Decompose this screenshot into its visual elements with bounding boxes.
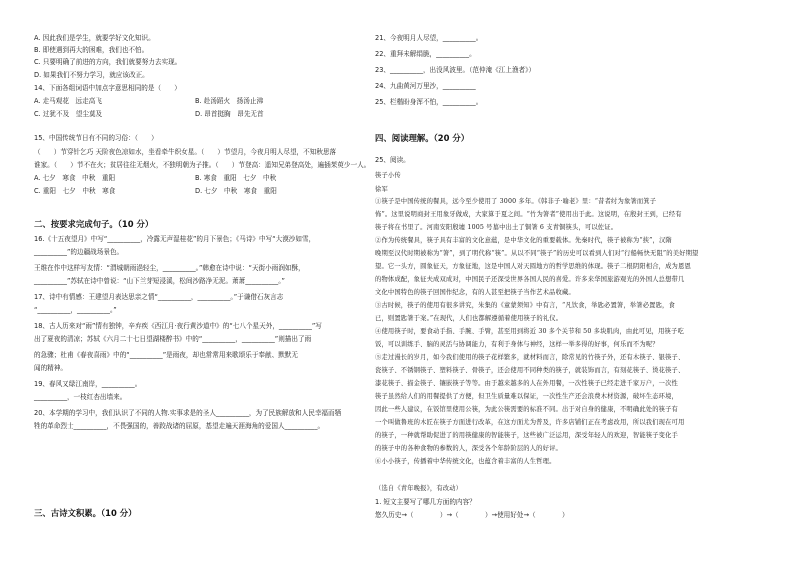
option: B. 寒食 重阳 七夕 中秋 — [195, 174, 277, 182]
article-line: 晚期至汉代时期被称为“箸”，到了明代称“筷”。从以不同“筷子”的历史可以看到人们对“行船畅快无阻”的美好期望 — [375, 249, 699, 257]
article-line: 因此一些人建议，在饭馆里使用公筷，为此公筷需要的标准不同。出于对自身的健康，不明确此处的筷子有 — [375, 405, 679, 413]
text-line: __________，一枝红杏出墙来。 — [34, 393, 127, 401]
article-title: 筷子小传 — [375, 172, 401, 179]
section-3-heading: 三、古诗文积累。（10 分） — [34, 508, 137, 518]
article-line: 文化中国特色的筷子回国作纪念，有的人甚至把筷子当作艺术品收藏。 — [375, 288, 575, 296]
article-line: ①筷子是中国传统的餐具，远今至少使用了 3000 多年。《韩非子·喻老》里：“昔者纣为象箸而箕子 — [375, 198, 657, 205]
article-line: 的筷子中的各种食物的参数的人，深受各个年龄阶层的人的好评。 — [375, 444, 562, 452]
text-line: 谁家。（ ）节不在火；贫居往往无烟火，不独明朝为子推。（ ）节登高：遥知兄弟登高处，遍插茱萸少一人。 — [34, 161, 371, 169]
article-line: ③古时候，筷子的使用有很多讲究，朱集的《童蒙须知》中有言，“凡饮食，举匙必置箸，举箸必置匙，食 — [375, 301, 675, 309]
text-line: 的急骤；杜甫《春夜喜雨》中的“__________”是雨夜，却也常常用来歌颂乐于奉献、默默无 — [34, 351, 298, 359]
text-line: __________”的边疆战场景色。 — [34, 248, 124, 256]
article-line: 筷子虽然给人们的用餐提供了方便，但卫生质量难以保证，一次性生产还会浪费木材资源，破坏生态环境， — [375, 392, 679, 400]
text-line: 25、栏楷盼身浑不怕，__________。 — [375, 98, 483, 106]
option: B. 赴汤蹈火 扬汤止沸 — [195, 97, 264, 105]
section-2-heading: 二、按要求完成句子。（10 分） — [34, 219, 154, 229]
option-row — [34, 110, 356, 119]
text-line: C. 只要明确了前进的方向，我们就要努力去实现。 — [34, 58, 182, 66]
article-line: ⑤走过漫长的岁月，如今我们使用的筷子花样繁多，就材料而言，除常见的竹筷子外，还有木筷子、银筷子、 — [375, 353, 685, 361]
text-line: “__________，__________。” — [34, 306, 117, 314]
option-row — [34, 187, 356, 196]
text-line: 15、中国传统节日有不同的习俗：（ ） — [34, 134, 158, 142]
text-line: D. 如果我们不努力学习，就应该改正。 — [34, 71, 149, 79]
text-line: 20、本学期的学习中，我们认识了不同的人物.实事求是的圣人__________，为了民族解放和人民幸福而牺 — [34, 409, 342, 417]
article-line: 一个叫做鲁班的木匠在筷子方面进行改革，在这方面尤为普及，许多店铺们正在考虑改用，所以我们现在可用 — [375, 418, 685, 426]
q15-question — [34, 134, 370, 174]
text-line: __________”苏轼在诗中曾说：“山下兰芽短浸溪，松间沙路净无泥。萧萧__________。” — [34, 277, 285, 285]
text-line: （ ）节穿针乞巧 天阶夜色凉如水，坐看牵牛织女星。（ ）节望月，今夜月明人尽望，不知秋思落 — [34, 148, 337, 156]
text-line: 19、春风又绿江南岸，__________。 — [34, 380, 142, 388]
option: A. 走马观花 远走高飞 — [34, 97, 102, 105]
section-2-questions — [34, 235, 341, 438]
q14-options — [34, 97, 356, 123]
article-line: 的筷子，一种就帮助促进了的用筷健康的智能筷子，这些被广泛运用，深受年轻人的欢迎，智能筷子变化手 — [375, 431, 679, 439]
option-row — [34, 174, 356, 183]
text-line: 闻的精神。 — [34, 364, 67, 372]
text-line: 23、__________，出没风波里。（范仲淹《江上渔者》） — [375, 66, 536, 74]
text-line: 22、重拜未解绢脆，__________。 — [375, 50, 476, 58]
article-line: 漆花筷子、描金筷子、镶嵌筷子等等。由于越来越多的人在外用餐，一次性筷子已经走进千家万户，一次性 — [375, 379, 679, 387]
text-line: 16.《十五夜望月》中写“__________，冷露无声湿桂花”的月下景色；《马诗》中写“大漠沙如雪， — [34, 235, 316, 243]
text-line: 14、下面各组词语中加点字意思相同的是（ ） — [34, 84, 181, 92]
text-line: 王维在作中这样写友情：“渭城朝雨浥轻尘，__________。”韩愈在诗中说：“天街小雨润如酥， — [34, 264, 305, 272]
article-line: 已，则置匙箸于案。”在现代，人们也都解遵循着使用筷子的礼仪。 — [375, 314, 563, 322]
text-line: 21、今夜明月人尽望，__________。 — [375, 34, 483, 42]
text-line: B. 即使遇到再大的困难，我们也不怕。 — [34, 46, 149, 54]
text-line: 牲的革命烈士__________，不畏强国的，善跤战诸的屈原，基望走遍天涯海角的爱国人__________。 — [34, 422, 325, 430]
option: D. 七夕 中秋 寒食 重阳 — [195, 187, 277, 195]
question-1-answer: 悠久历史→（ ）→（ ）→使用好处→（ ） — [375, 511, 569, 519]
article-line: ④使用筷子时，要食动手指、手腕、手臂，甚至用到将近 30 多个关节和 50 多块肌肉，由此可见，用筷子吃 — [375, 327, 684, 335]
text-line: 24、九曲黄河万里沙，__________ — [375, 82, 476, 90]
article-body — [375, 198, 699, 471]
article-line: 望。它一头方，圆象征天，方象征地，这是中国人对天圆地方的哲学思维的体现。筷子二根阴阳相合，成为恩恩 — [375, 262, 691, 270]
option-row — [34, 97, 356, 106]
article-line: ⑥小小筷子，传播着中华传统文化，也蕴含着丰富的人生哲理。 — [375, 457, 556, 465]
article-line: 的物体成配，象征夫成双成对，中国民子还深受世界各国人民的喜爱。许多来华国旅游观光的外国人总想带几 — [375, 275, 685, 283]
article-line: ②作为传统餐具，筷子具有丰富的文化意蕴，是中华文化的重要载体。先秦时代，筷子被称为“挟”，汉隋 — [375, 236, 672, 244]
text-line: A. 因此我们是学生，就要学好文化知识。 — [34, 34, 155, 42]
q25-label: 25、阅读。 — [375, 156, 410, 164]
section-3-questions — [375, 34, 767, 107]
option: A. 七夕 寒食 中秋 重阳 — [34, 174, 116, 182]
article-source: （选自《青年晚报》，有改动） — [375, 485, 463, 492]
article-line: 饭，可以训练手、脑的灵活与协调能力，有利于身体与神经，这样一举多得的好事，何乐而不为呢？ — [375, 340, 659, 348]
article-line: 筷子将在书里了。河南安阳殷墟 1005 号墓中出土了铜箸 6 支青铜筷头，可以佐证。 — [375, 223, 618, 231]
article-line: 瓷筷子、不锈钢筷子、塑料筷子、骨筷子，还会使用不同种类的筷子，就装饰而言，有刻花筷子、烫花筷子、 — [375, 366, 685, 374]
option: C. 重阳 七夕 中秋 寒食 — [34, 187, 116, 195]
text-line: 17、诗中有情感：王建望月表达思亲之情“__________，__________。”于谦借石灰言志 — [34, 293, 284, 301]
section-4-heading: 四、阅读理解。（20 分） — [375, 133, 470, 143]
article-line: 怖”。这里说明商封王用象牙做成，大家算于夏之间。“竹为箸者”使用出于此。这说明，在殷封王到，已经有 — [375, 210, 682, 218]
text-line: 出了夏夜的清凉；苏轼《六月二十七日望湖楼醉书》中的“__________，__________”则描出了雨 — [34, 335, 312, 343]
option: C. 过犹不及 望尘莫及 — [34, 110, 103, 118]
question-1: 1. 短文主要写了哪几方面的内容？ — [375, 498, 476, 506]
q15-options — [34, 174, 356, 200]
option: D. 昂首挺胸 昂先无首 — [195, 110, 264, 118]
article-author: 徐军 — [375, 186, 388, 193]
right-column — [375, 34, 767, 519]
text-line: 18、古人历来对“雨”情有独钟，辛弃疾《西江月·夜行黄沙道中》的“七八个星天外，__________”写 — [34, 322, 322, 330]
